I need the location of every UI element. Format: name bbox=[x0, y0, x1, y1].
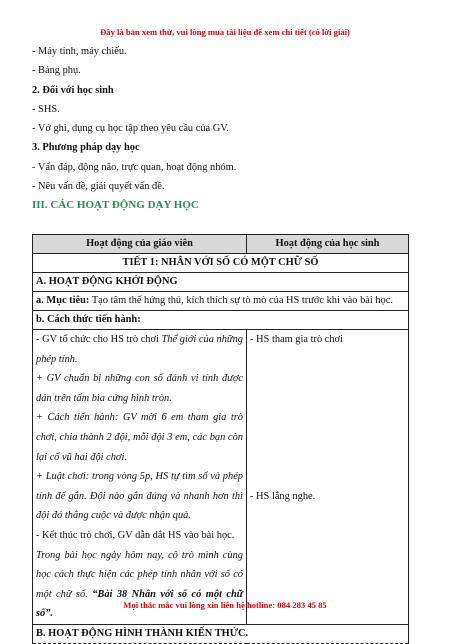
goal-row bbox=[33, 292, 409, 311]
col-student-header: Hoạt động của học sinh bbox=[247, 235, 409, 254]
teacher-paragraph-4: + Luật chơi: trong vòng 5p, HS tự tìm số và phép tính để gắn. Đội nào gắn đúng và nhanh hơn thì đội đó thắng cuộc và được nhận quà. bbox=[36, 471, 243, 522]
document-body bbox=[32, 42, 410, 216]
method-row bbox=[33, 311, 409, 330]
goal-text: Tạo tâm thế hứng thú, kích thích sự tò mò của HS trước khi vào bài học. bbox=[91, 295, 393, 306]
activity-a-heading: A. HOẠT ĐỘNG KHỞI ĐỘNG bbox=[33, 273, 409, 292]
method-2: - Nêu vấn đề, giải quyết vấn đề. bbox=[32, 181, 165, 193]
content-row bbox=[33, 330, 409, 625]
teacher-paragraph-1: - GV tổ chức cho HS trò chơi Thể giới của những phép tính. bbox=[36, 334, 243, 365]
teacher-paragraph-6: Trong bài học ngày hôm nay, cô trò mình cùng học cách thực hiện các phép tính nhân với số có một chữ số. “Bài 38 Nhân với số có một chữ số”. bbox=[36, 549, 243, 620]
activity-b-heading: B. HOẠT ĐỘNG HÌNH THÀNH KIẾN THỨC. bbox=[33, 624, 409, 643]
teacher-paragraph-5: - Kết thúc trò chơi, GV dẫn dắt HS vào bài học. bbox=[36, 529, 235, 541]
top-preview-notice: Đây là bản xem thử, vui lòng mua tài liệu để xem chi tiết (có lời giải) bbox=[100, 27, 350, 37]
goal-cell bbox=[33, 292, 409, 311]
student-paragraph-1: - HS tham gia trò chơi bbox=[250, 334, 343, 345]
bottom-hotline-notice: Mọi thắc mắc vui lòng xin liên hệ hotline: 084 283 45 85 bbox=[123, 600, 327, 610]
method-1: - Vấn đáp, động não, trực quan, hoạt động nhóm. bbox=[32, 161, 237, 173]
lesson-title-row bbox=[33, 254, 409, 273]
heading-methods: 3. Phương pháp dạy học bbox=[32, 142, 140, 154]
goal-label: a. Mục tiêu: bbox=[36, 295, 90, 306]
teacher-paragraph-3: + Cách tiến hành: GV mời 6 em tham gia trò chơi, chia thành 2 đội, mỗi đội 3 em, các bạn còn lại cổ vũ hai đội chơi. bbox=[36, 412, 243, 463]
heading-students: 2. Đối với học sinh bbox=[32, 84, 114, 96]
teacher-activity-cell bbox=[33, 330, 247, 625]
activity-a-row bbox=[33, 273, 409, 292]
activity-table bbox=[32, 234, 409, 644]
material-textbook: - SHS. bbox=[32, 103, 60, 115]
material-notebook: - Vở ghi, dụng cụ học tập theo yêu cầu của GV. bbox=[32, 123, 229, 135]
lesson-title: TIẾT 1: NHÂN VỚI SỐ CÓ MỘT CHỮ SỐ bbox=[33, 254, 409, 273]
section-heading: III. CÁC HOẠT ĐỘNG DẠY HỌC bbox=[32, 199, 199, 212]
method-label: b. Cách thức tiến hành: bbox=[33, 311, 409, 330]
student-paragraph-2: - HS lắng nghe. bbox=[250, 490, 316, 502]
material-board: - Bảng phụ. bbox=[32, 65, 81, 77]
table-header-row bbox=[33, 235, 409, 254]
material-computer: - Máy tính, máy chiếu. bbox=[32, 46, 127, 57]
student-activity-cell bbox=[247, 330, 409, 625]
activity-b-row bbox=[33, 624, 409, 643]
teacher-paragraph-2: + GV chuẩn bị những con số đánh vi tính được dán trên tấm bìa cứng hình tròn. bbox=[36, 373, 243, 404]
col-teacher-header: Hoạt động của giáo viên bbox=[33, 235, 247, 254]
